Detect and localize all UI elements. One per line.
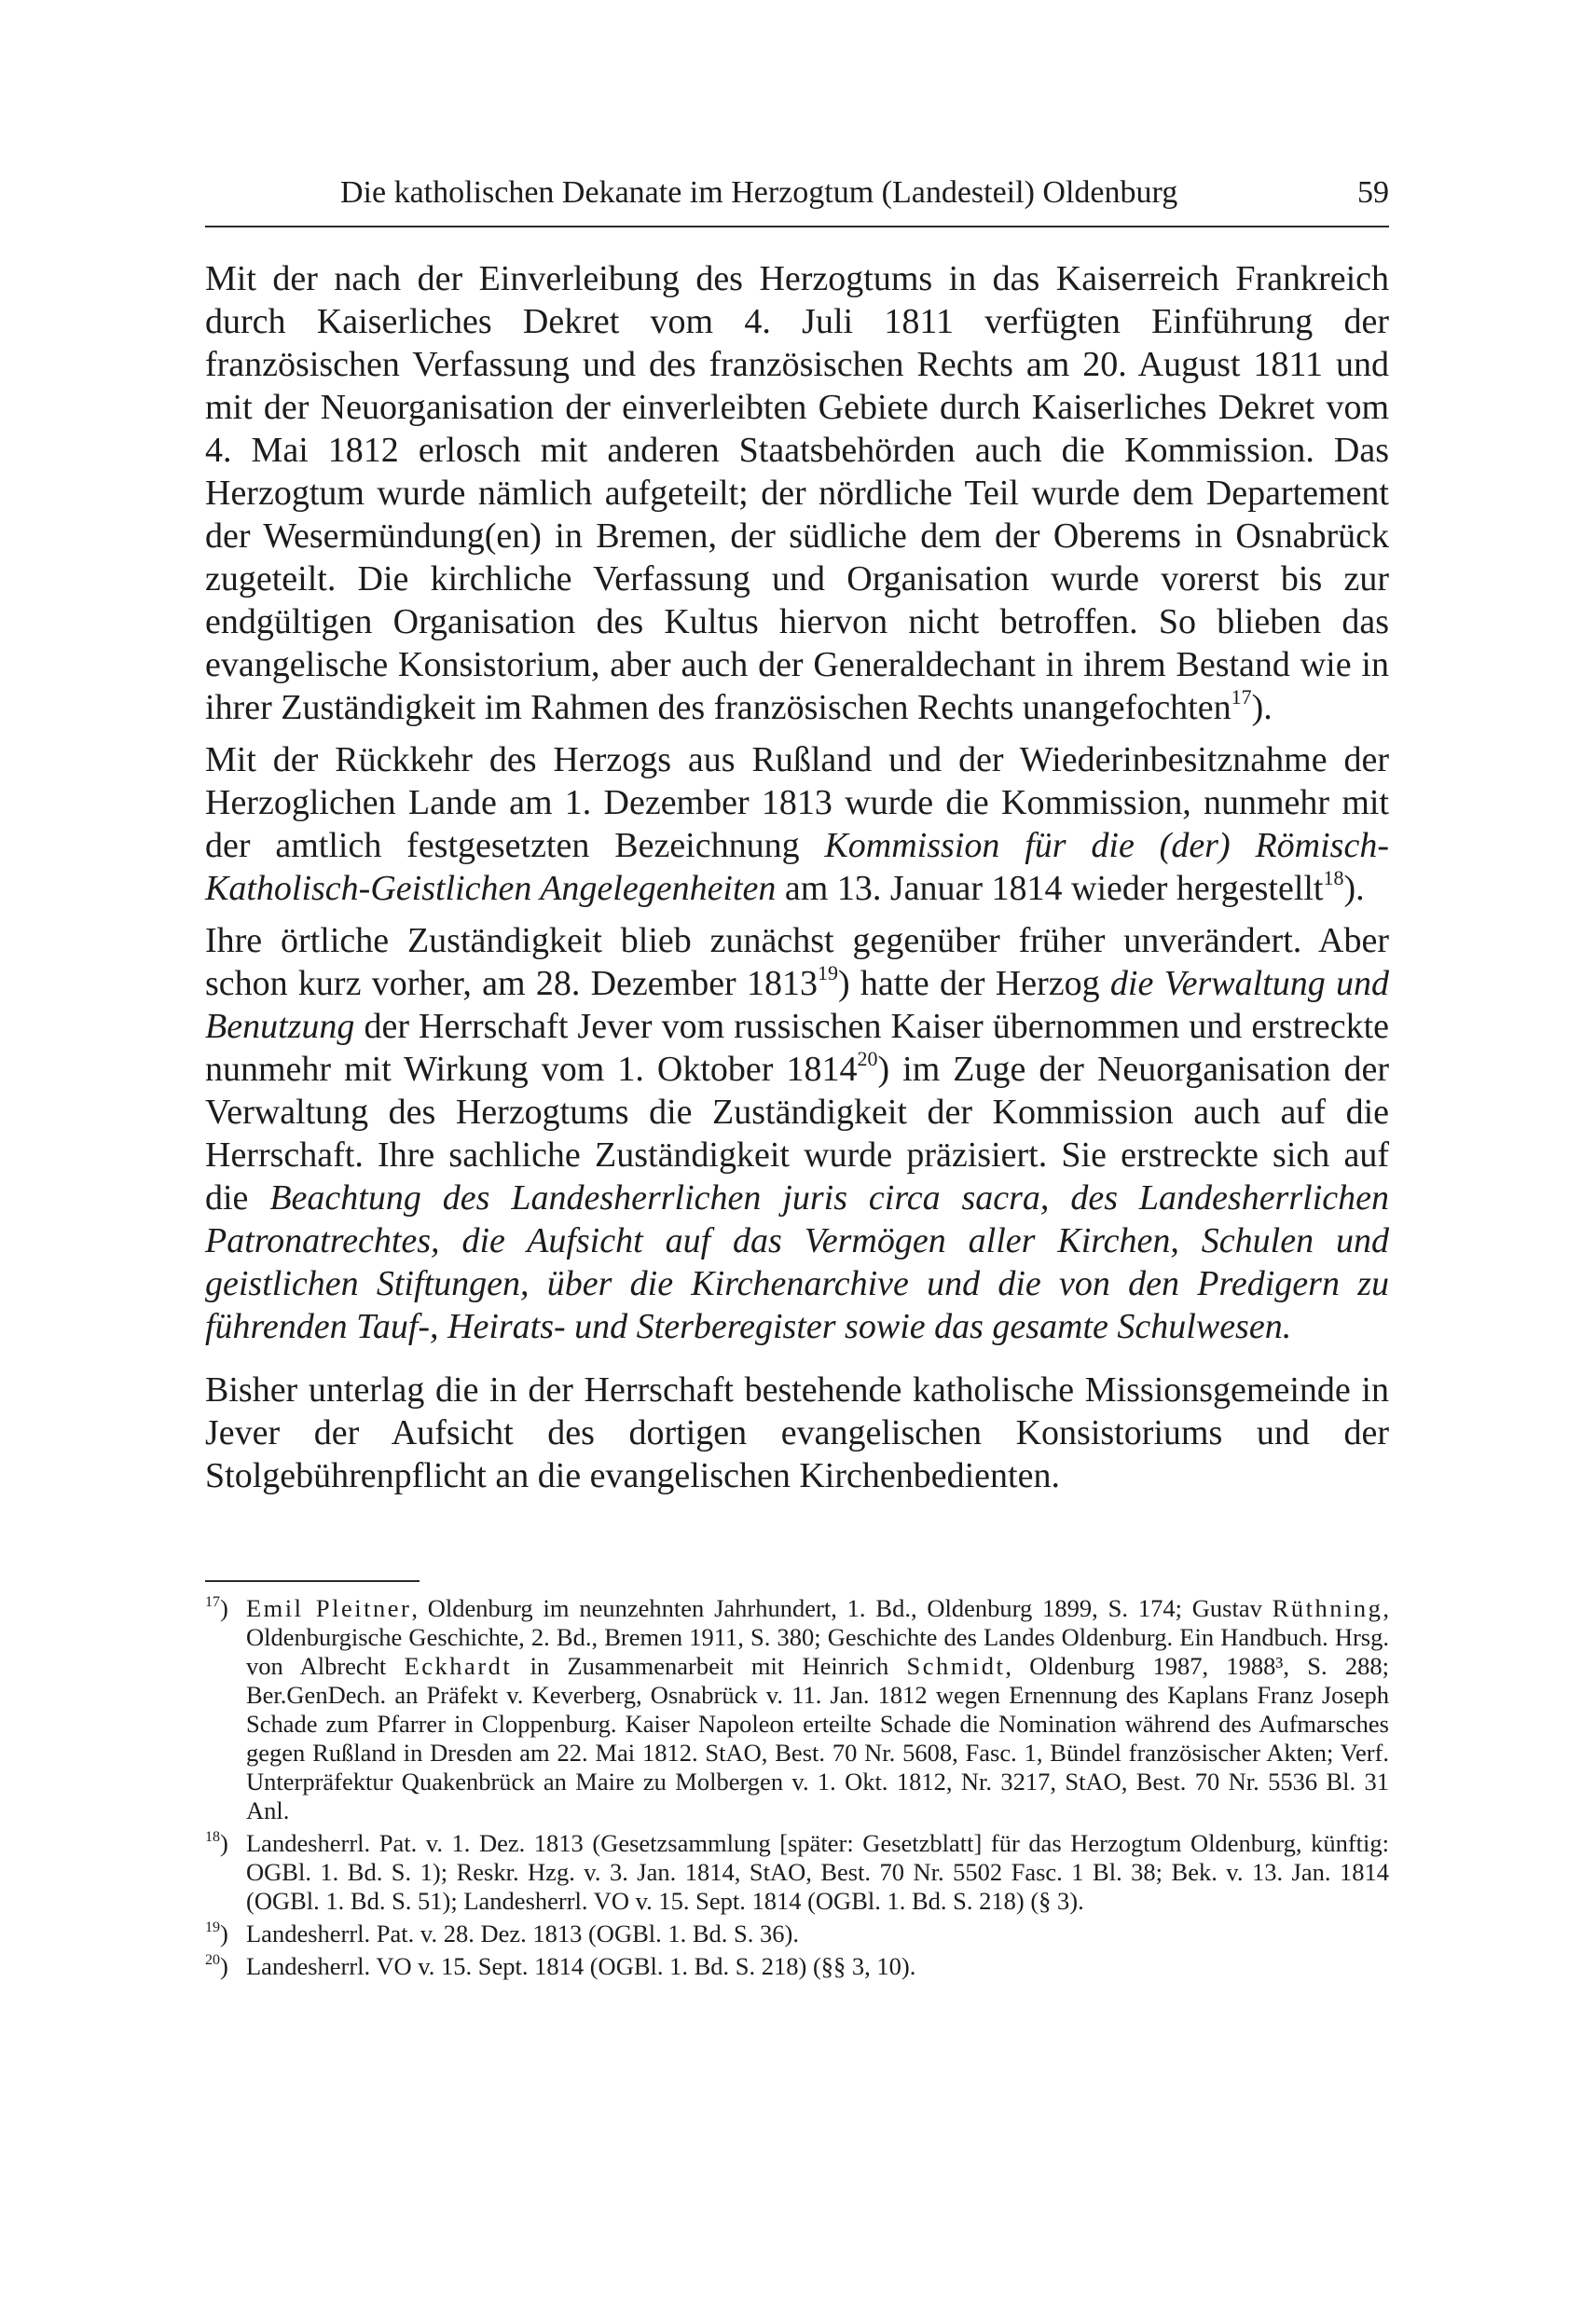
paragraph-3-text-b: ) hatte der Herzog — [837, 964, 1110, 1003]
paragraph-1 — [205, 257, 1389, 729]
footnote-19-marker: $^{19}$) — [205, 1920, 228, 1947]
footnote-18-text: Landesherrl. Pat. v. 1. Dez. 1813 (Gesetzsammlung [später: Gesetzblatt] für das Herzogtum Oldenburg, künftig: OGBl. 1. Bd. S. 1); Reskr. Hzg. v. 3. Jan. 1814, StAO, Best. 70 Nr. 5502 Fasc. 1 Bl. 38; Bek. v. 13. Jan. 1814 (OGBl. 1. Bd. S. 51); Landesherrl. VO v. 15. Sept. 1814 (OGBl. 1. Bd. S. 218) (§ 3). — [246, 1829, 1389, 1915]
footnote-18-marker: $^{18}$) — [205, 1829, 228, 1857]
paragraph-2-end: ). — [1343, 869, 1365, 908]
main-text — [205, 257, 1389, 1507]
footnote-18 — [205, 1829, 1389, 1916]
paragraph-3 — [205, 919, 1389, 1348]
footnote-17-text-3: in Zusammenarbeit mit Heinrich — [512, 1652, 907, 1680]
footnote-17-author-1: Emil Pleitner — [246, 1594, 412, 1622]
paragraph-2-text-b: am 13. Januar 1814 wieder hergestellt — [776, 869, 1324, 908]
running-head — [205, 170, 1389, 216]
paragraph-1-end: ). — [1251, 688, 1273, 727]
footnote-17-author-2: Rüthning — [1272, 1594, 1383, 1622]
page-number: 59 — [1357, 175, 1389, 210]
footnote-17 — [205, 1594, 1389, 1825]
footnote-19 — [205, 1920, 1389, 1948]
paragraph-3-text-a: Ihre örtliche Zuständigkeit blieb zunächst gegenüber früher unverändert. Aber schon kurz vorher, am 28. Dezember 1813 — [205, 921, 1389, 1003]
footnote-19-text: Landesherrl. Pat. v. 28. Dez. 1813 (OGBl. 1. Bd. S. 36). — [246, 1920, 799, 1947]
footnote-17-text-1: , Oldenburg im neunzehnten Jahrhundert, 1. Bd., Oldenburg 1899, S. 174; Gustav — [411, 1594, 1273, 1622]
paragraph-4 — [205, 1369, 1389, 1497]
footnote-19-number: 19 — [205, 1920, 220, 1936]
footnote-17-text-4: , Oldenburg 1987, 1988³, S. 288; Ber.GenDech. an Präfekt v. Keverberg, Osnabrück v. 11. Jan. 1812 wegen Ernennung des Kaplans Franz Joseph Schade zum Pfarrer in Cloppenburg. Kaiser Napoleon erteilte Schade die Nomination während des Aufmarsches gegen Rußland in Dresden am 22. Mai 1812. StAO, Best. 70 Nr. 5608, Fasc. 1, Bündel französischer Akten; Verf. Unterpräfektur Quakenbrück an Maire zu Molbergen v. 1. Okt. 1812, Nr. 3217, StAO, Best. 70 Nr. 5536 Bl. 31 Anl. — [246, 1652, 1390, 1824]
footnote-ref-18[interactable]: 18 — [1323, 866, 1344, 890]
footnotes — [205, 1594, 1389, 1985]
running-head-title: Die katholischen Dekanate im Herzogtum (Landesteil) Oldenburg — [340, 175, 1178, 210]
footnote-17-author-3: Eckhardt — [404, 1652, 513, 1680]
footnote-17-number: 17 — [205, 1594, 220, 1611]
footnote-20-number: 20 — [205, 1952, 220, 1969]
paragraph-1-text: Mit der nach der Einverleibung des Herzogtums in das Kaiserreich Frankreich durch Kaiserliches Dekret vom 4. Juli 1811 verfügten Einführung der französischen Verfassung und des französischen Rechts am 20. August 1811 und mit der Neuorganisation der einverleibten Gebiete durch Kaiserliches Dekret vom 4. Mai 1812 erlosch mit anderen Staatsbehörden auch die Kommission. Das Herzogtum wurde nämlich aufgeteilt; der nördliche Teil wurde dem Departement der Wesermündung(en) in Bremen, der südliche dem der Oberems in Osnabrück zugeteilt. Die kirchliche Verfassung und Organisation wurde vorerst bis zur endgültigen Organisation des Kultus hiervon nicht betroffen. So blieben das evangelische Konsistorium, aber auch der Generaldechant in ihrem Bestand wie in ihrer Zuständigkeit im Rahmen des französischen Rechts unangefochten — [205, 259, 1389, 727]
footnote-17-text-2: , Oldenburgische Geschichte, 2. Bd., Bremen 1911, S. 380; Geschichte des Landes Oldenburg. Ein Handbuch. Hrsg. von Albrecht — [246, 1594, 1389, 1680]
footnote-ref-20[interactable]: 20 — [857, 1047, 878, 1071]
paragraph-2-text-a: Mit der Rückkehr des Herzogs aus Rußland und der Wiederinbesitznahme der Herzoglichen Lande am 1. Dezember 1813 wurde die Kommission, nunmehr mit der amtlich festgesetzten Bezeichnung — [205, 740, 1389, 865]
footnote-ref-19[interactable]: 19 — [817, 961, 838, 985]
paragraph-2-italic: Kommission für die (der) Römisch-Katholisch-Geistlichen Angelegenheiten — [205, 826, 1389, 908]
footnote-17-marker: $^{17}$) — [205, 1594, 228, 1622]
footnote-20-marker: $^{20}$) — [205, 1952, 228, 1980]
paragraph-2 — [205, 738, 1389, 910]
paragraph-3-text-d: ) im Zuge der Neuorganisation der Verwaltung des Herzogtums die Zuständigkeit der Kommission auch auf die Herrschaft. Ihre sachliche Zuständigkeit wurde präzisiert. Sie erstreckte sich auf die — [205, 1050, 1390, 1218]
footnote-20-text: Landesherrl. VO v. 15. Sept. 1814 (OGBl. 1. Bd. S. 218) (§§ 3, 10). — [246, 1952, 916, 1980]
paragraph-3-text-c: der Herrschaft Jever vom russischen Kaiser übernommen und erstreckte nunmehr mit Wirkung vom 1. Oktober 1814 — [205, 1007, 1389, 1089]
footnote-20 — [205, 1952, 1389, 1981]
footnote-ref-17[interactable]: 17 — [1231, 685, 1252, 709]
footnote-18-number: 18 — [205, 1829, 220, 1846]
paragraph-3-italic-1: die Verwaltung und Benutzung — [205, 964, 1389, 1046]
paragraph-3-italic-2: Beachtung des Landesherrlichen juris circa sacra, des Landesherrlichen Patronatrechtes, die Aufsicht auf das Vermögen aller Kirchen, Schulen und geistlichen Stiftungen, über die Kirchenarchive und die von den Predigern zu führenden Tauf-, Heirats- und Sterberegister sowie das gesamte Schulwesen. — [205, 1178, 1389, 1346]
footnote-17-author-4: Schmidt — [906, 1652, 1006, 1680]
header-rule — [205, 226, 1389, 227]
paragraph-4-text: Bisher unterlag die in der Herrschaft bestehende katholische Missionsgemeinde in Jever der Aufsicht des dortigen evangelischen Konsistoriums und der Stolgebührenpflicht an die evangelischen Kirchenbedienten. — [205, 1370, 1389, 1495]
footnote-rule — [205, 1580, 420, 1582]
